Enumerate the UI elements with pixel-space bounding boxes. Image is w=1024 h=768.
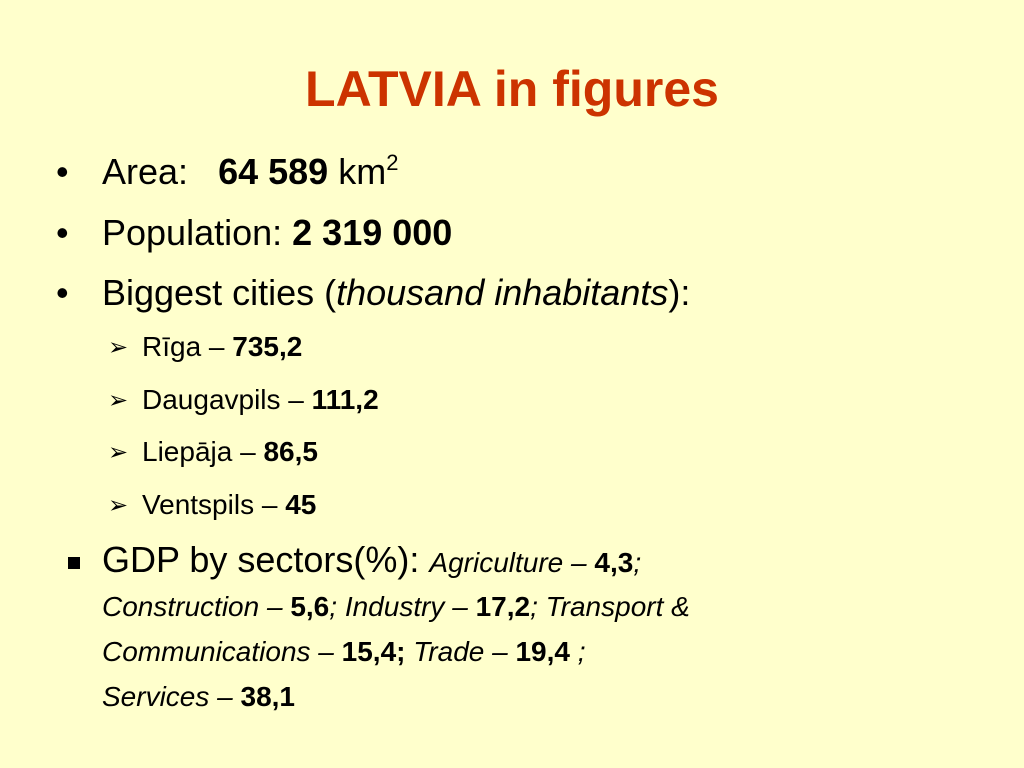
bullet-dot-icon: • [56, 151, 69, 192]
sector-value: 5,6 [290, 591, 330, 622]
gdp-line [102, 540, 641, 583]
sector-separator: ; [329, 591, 338, 622]
arrow-bullet-icon: ➢ [108, 334, 129, 361]
area-unit-superscript: 2 [386, 150, 399, 175]
cities-heading [102, 271, 690, 315]
area-text [102, 150, 398, 194]
city-name: Daugavpils – [142, 384, 312, 415]
gdp-line [102, 677, 295, 717]
area-value: 64 589 [218, 151, 329, 192]
sector-separator: ; [569, 636, 586, 667]
sector-name: Construction – [102, 591, 291, 622]
population-value: 2 319 000 [292, 212, 453, 253]
gdp-lead: GDP by sectors(%): [102, 539, 430, 580]
sector-value: 17,2 [475, 591, 531, 622]
sector-name: Agriculture – [429, 547, 595, 578]
sector-value: 4,3 [594, 547, 634, 578]
sector-value: 19,4 [515, 636, 570, 667]
sector-separator: ; [633, 547, 642, 578]
population-label: Population: [102, 212, 283, 253]
arrow-bullet-icon: ➢ [108, 492, 129, 519]
city-item-daugavpils [108, 383, 379, 418]
bullet-dot-icon: • [56, 272, 69, 313]
sector-name: Transport & [545, 591, 690, 622]
gdp-line [102, 587, 690, 627]
city-name: Ventspils – [142, 489, 286, 520]
cities-heading-unit: thousand inhabitants [336, 272, 669, 313]
city-name: Rīga – [142, 331, 233, 362]
slide-title: LATVIA in figures [305, 61, 719, 117]
city-population: 86,5 [263, 436, 318, 467]
city-item-liepaja [108, 435, 318, 470]
arrow-bullet-icon: ➢ [108, 387, 129, 414]
sector-separator: ; [530, 591, 538, 622]
square-bullet-icon [68, 557, 80, 569]
sector-name: Communications – [102, 636, 342, 667]
gdp-line [102, 632, 586, 672]
bullet-dot-icon: • [56, 212, 69, 253]
sector-value: 15,4; [341, 636, 406, 667]
sector-name: Services – [102, 681, 241, 712]
city-population: 111,2 [311, 384, 379, 415]
area-unit: km [338, 151, 387, 192]
sector-value: 38,1 [240, 681, 295, 712]
cities-heading-tail: ): [668, 272, 691, 313]
city-population: 45 [285, 489, 317, 520]
arrow-bullet-icon: ➢ [108, 439, 129, 466]
cities-heading-lead: Biggest cities ( [102, 272, 337, 313]
city-name: Liepāja – [142, 436, 264, 467]
sector-name: Industry – [344, 591, 476, 622]
city-item-riga [108, 330, 302, 365]
city-item-ventspils [108, 488, 316, 523]
population-text [102, 211, 452, 255]
area-label: Area: [102, 151, 189, 192]
city-population: 735,2 [232, 331, 303, 362]
sector-name: Trade – [413, 636, 516, 667]
